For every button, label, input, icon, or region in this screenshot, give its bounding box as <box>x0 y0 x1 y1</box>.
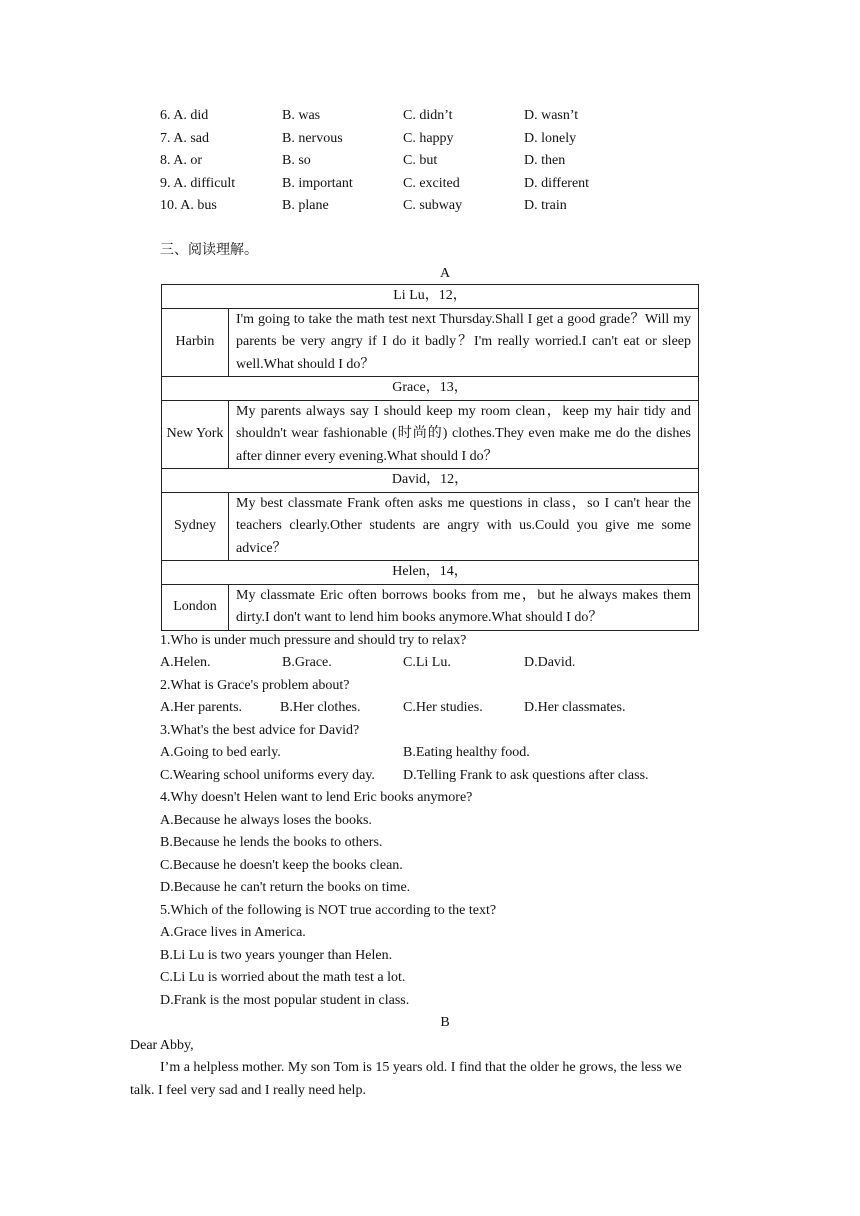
option-b: B. nervous <box>282 131 343 146</box>
letter-row <box>162 492 699 561</box>
option-b: B.Li Lu is two years younger than Helen. <box>160 948 393 963</box>
option-c: C. excited <box>403 176 460 191</box>
letter-message: My classmate Eric often borrows books from me，but he always makes them dirty.I don't want to lend him books anymore.What should I do？ <box>229 584 699 630</box>
option-d: D. wasn’t <box>524 108 579 123</box>
question-stem: 5.Which of the following is NOT true according to the text? <box>160 903 497 918</box>
option-d: D. then <box>524 153 566 168</box>
option-a: 6. A. did <box>160 108 209 123</box>
option-c: C.Li Lu is worried about the math test a lot. <box>160 970 406 985</box>
option-b: B.Because he lends the books to others. <box>160 835 383 850</box>
letter-header-row <box>162 561 699 585</box>
option-d: D.Because he can't return the books on time. <box>160 880 411 895</box>
option-c: C.Her studies. <box>403 700 483 715</box>
option-d: D.Telling Frank to ask questions after class. <box>403 768 649 783</box>
letter-message: My best classmate Frank often asks me questions in class，so I can't hear the teachers clearly.Other students are angry with us.Could you give me some advice？ <box>229 492 699 561</box>
letter-row <box>162 584 699 630</box>
option-a: 8. A. or <box>160 153 202 168</box>
option-b: B. so <box>282 153 311 168</box>
option-a: 7. A. sad <box>160 131 209 146</box>
letter-message: I'm going to take the math test next Thursday.Shall I get a good grade？Will my parents be very angry if I do it badly？I'm really worried.I can't eat or sleep well.What should I do？ <box>229 308 699 377</box>
question-stem: 4.Why doesn't Helen want to lend Eric books anymore? <box>160 790 473 805</box>
option-b: B.Eating healthy food. <box>403 745 530 760</box>
option-a: A.Grace lives in America. <box>160 925 306 940</box>
option-a: 9. A. difficult <box>160 176 236 191</box>
question-stem: 1.Who is under much pressure and should try to relax? <box>160 633 467 648</box>
option-d: D.Her classmates. <box>524 700 626 715</box>
option-b: B. important <box>282 176 353 191</box>
letter-header: David，12， <box>162 469 699 493</box>
letter-header: Li Lu，12， <box>162 285 699 309</box>
letter-salutation: Dear Abby, <box>130 1038 194 1053</box>
option-c: C.Wearing school uniforms every day. <box>160 768 375 783</box>
option-c: C. subway <box>403 198 463 213</box>
letter-city: Harbin <box>162 308 229 377</box>
option-c: C. but <box>403 153 438 168</box>
option-a: A.Because he always loses the books. <box>160 813 372 828</box>
letter-city: Sydney <box>162 492 229 561</box>
option-a: 10. A. bus <box>160 198 217 213</box>
letter-header: Helen，14， <box>162 561 699 585</box>
option-b: B.Grace. <box>282 655 332 670</box>
letter-city: London <box>162 584 229 630</box>
letter-row <box>162 400 699 469</box>
option-c: C.Li Lu. <box>403 655 451 670</box>
passage-b-label: B <box>440 1015 450 1030</box>
option-d: D. different <box>524 176 590 191</box>
option-b: B. plane <box>282 198 329 213</box>
option-d: D. lonely <box>524 131 577 146</box>
option-b: B. was <box>282 108 321 123</box>
question-stem: 2.What is Grace's problem about? <box>160 678 350 693</box>
option-d: D.David. <box>524 655 576 670</box>
letters-table <box>161 284 699 631</box>
letter-body-line: talk. I feel very sad and I really need help. <box>130 1083 366 1098</box>
option-a: A.Going to bed early. <box>160 745 281 760</box>
option-a: A.Helen. <box>160 655 211 670</box>
option-c: C. happy <box>403 131 454 146</box>
letter-header: Grace，13， <box>162 377 699 401</box>
letter-header-row <box>162 377 699 401</box>
letter-row <box>162 308 699 377</box>
option-d: D. train <box>524 198 567 213</box>
letter-body-line: I’m a helpless mother. My son Tom is 15 years old. I find that the older he grows, the less we <box>160 1060 682 1075</box>
question-stem: 3.What's the best advice for David? <box>160 723 360 738</box>
letter-city: New York <box>162 400 229 469</box>
letter-header-row <box>162 469 699 493</box>
letter-header-row <box>162 285 699 309</box>
option-a: A.Her parents. <box>160 700 243 715</box>
passage-a-label: A <box>439 266 451 281</box>
letter-message: My parents always say I should keep my room clean，keep my hair tidy and shouldn't wear fashionable (时尚的) clothes.They even make me do the dishes after dinner every evening.What should I do？ <box>229 400 699 469</box>
option-b: B.Her clothes. <box>280 700 361 715</box>
option-d: D.Frank is the most popular student in class. <box>160 993 410 1008</box>
option-c: C. didn’t <box>403 108 453 123</box>
option-c: C.Because he doesn't keep the books clean. <box>160 858 403 873</box>
section-heading: 三、阅读理解。 <box>160 243 258 258</box>
